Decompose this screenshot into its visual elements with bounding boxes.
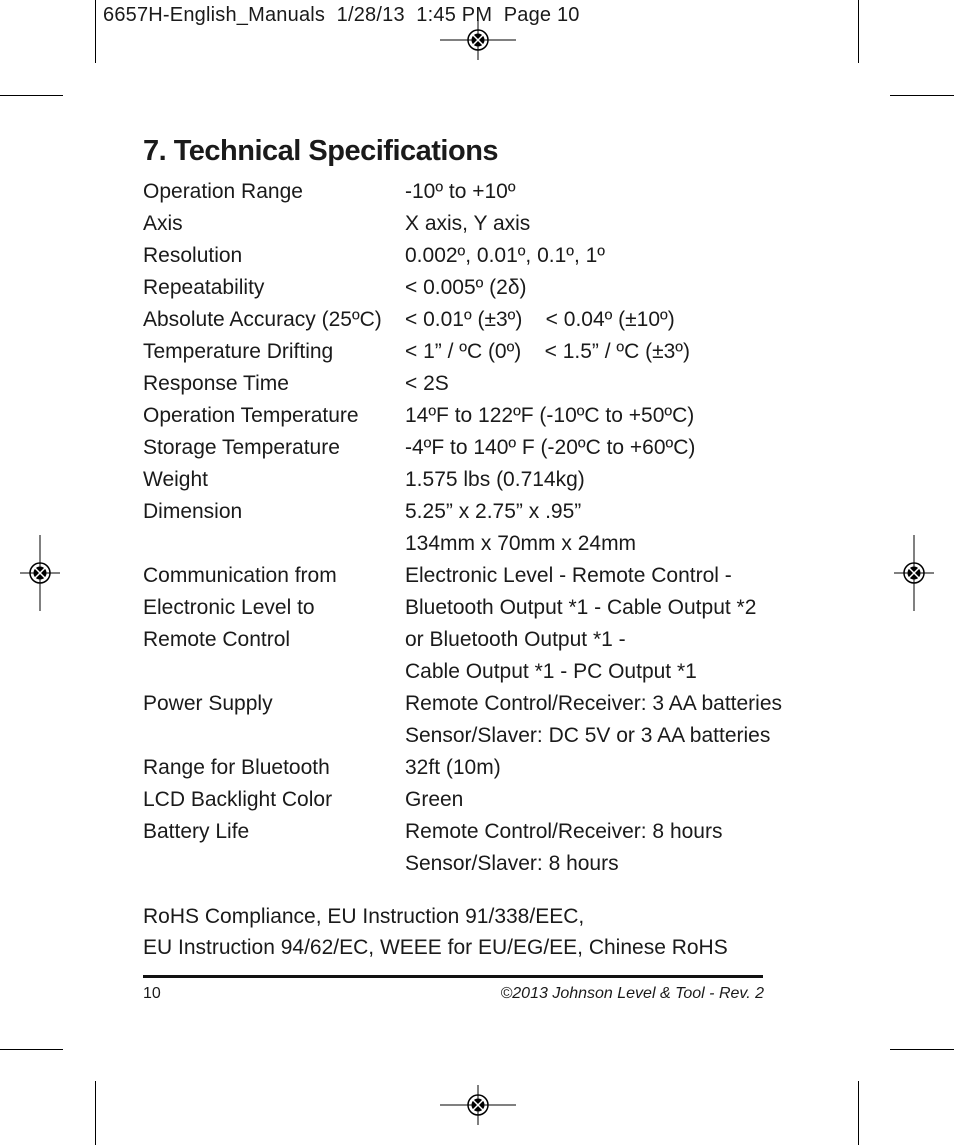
crop-mark [0, 95, 63, 96]
spec-value: Remote Control/Receiver: 8 hours [405, 820, 723, 843]
spec-label: Remote Control [143, 628, 291, 651]
spec-label: Electronic Level to [143, 596, 315, 619]
spec-label: LCD Backlight Color [143, 788, 333, 811]
spec-value: 32ft (10m) [405, 756, 501, 779]
compliance-line: RoHS Compliance, EU Instruction 91/338/EEC, [143, 905, 585, 928]
spec-label: Weight [143, 468, 208, 491]
spec-row [143, 592, 783, 624]
spec-row [143, 720, 783, 752]
spec-value: Remote Control/Receiver: 3 AA batteries [405, 692, 783, 715]
spec-label: Temperature Drifting [143, 340, 334, 363]
crop-mark [95, 0, 96, 63]
spec-value: 14ºF to 122ºF (-10ºC to +50ºC) [405, 404, 695, 427]
spec-row [143, 272, 783, 304]
spec-value: Electronic Level - Remote Control - [405, 564, 732, 587]
registration-mark-icon [20, 535, 60, 611]
spec-row [143, 496, 783, 528]
crop-mark [890, 95, 954, 96]
spec-value: 134mm x 70mm x 24mm [405, 532, 637, 555]
spec-value: < 2S [405, 372, 449, 395]
spec-table [143, 176, 783, 880]
spec-row [143, 464, 783, 496]
spec-row [143, 176, 783, 208]
spec-value: Sensor/Slaver: DC 5V or 3 AA batteries [405, 724, 771, 747]
spec-label: Power Supply [143, 692, 273, 715]
spec-value: < 0.01º (±3º) < 0.04º (±10º) [405, 308, 675, 331]
spec-value: Sensor/Slaver: 8 hours [405, 852, 619, 875]
copyright: ©2013 Johnson Level & Tool - Rev. 2 [500, 985, 764, 1002]
spec-label: Range for Bluetooth [143, 756, 330, 779]
spec-row [143, 336, 783, 368]
spec-label: Repeatability [143, 276, 265, 299]
spec-label: Operation Temperature [143, 404, 359, 427]
spec-row [143, 688, 783, 720]
registration-mark-icon [894, 535, 934, 611]
spec-row [143, 368, 783, 400]
spec-label: Dimension [143, 500, 243, 523]
crop-mark [95, 1081, 96, 1145]
spec-row [143, 528, 783, 560]
compliance-line: EU Instruction 94/62/EC, WEEE for EU/EG/EE, Chinese RoHS [143, 936, 728, 959]
spec-value: Cable Output *1 - PC Output *1 [405, 660, 697, 683]
slug-date: 1/28/13 [336, 4, 405, 26]
spec-value: or Bluetooth Output *1 - [405, 628, 626, 651]
spec-value: 5.25” x 2.75” x .95” [405, 500, 582, 523]
spec-label: Absolute Accuracy (25ºC) [143, 308, 382, 331]
spec-row [143, 752, 783, 784]
spec-value: -4ºF to 140º F (-20ºC to +60ºC) [405, 436, 696, 459]
spec-row [143, 656, 783, 688]
slug-file: 6657H-English_Manuals [103, 4, 326, 26]
spec-row [143, 848, 783, 880]
spec-row [143, 816, 783, 848]
spec-row [143, 624, 783, 656]
footer-rule [143, 975, 763, 978]
slug-page: Page 10 [503, 4, 580, 26]
registration-mark-icon [440, 1085, 516, 1125]
spec-value: -10º to +10º [405, 180, 516, 203]
spec-value: < 0.005º (2δ) [405, 276, 527, 299]
spec-row [143, 560, 783, 592]
slug-time: 1:45 PM [416, 4, 493, 26]
spec-label: Battery Life [143, 820, 250, 843]
spec-value: Green [405, 788, 464, 811]
spec-row [143, 432, 783, 464]
spec-value: 0.002º, 0.01º, 0.1º, 1º [405, 244, 605, 267]
spec-row [143, 304, 783, 336]
spec-value: Bluetooth Output *1 - Cable Output *2 [405, 596, 757, 619]
spec-label: Response Time [143, 372, 289, 395]
crop-mark [858, 1081, 859, 1145]
spec-label: Resolution [143, 244, 243, 267]
compliance-note [143, 901, 728, 963]
spec-label: Operation Range [143, 180, 303, 203]
spec-value: < 1” / ºC (0º) < 1.5” / ºC (±3º) [405, 340, 690, 363]
spec-value: X axis, Y axis [405, 212, 531, 235]
crop-mark [858, 0, 859, 63]
page-number: 10 [143, 985, 161, 1002]
crop-mark [0, 1049, 63, 1050]
spec-row [143, 400, 783, 432]
spec-row [143, 240, 783, 272]
spec-label: Communication from [143, 564, 337, 587]
spec-label: Axis [143, 212, 183, 235]
crop-mark [890, 1049, 954, 1050]
spec-row [143, 784, 783, 816]
spec-label: Storage Temperature [143, 436, 340, 459]
spec-row [143, 208, 783, 240]
registration-mark-icon [440, 20, 516, 60]
page-title: 7. Technical Specifications [143, 135, 499, 167]
spec-value: 1.575 lbs (0.714kg) [405, 468, 585, 491]
